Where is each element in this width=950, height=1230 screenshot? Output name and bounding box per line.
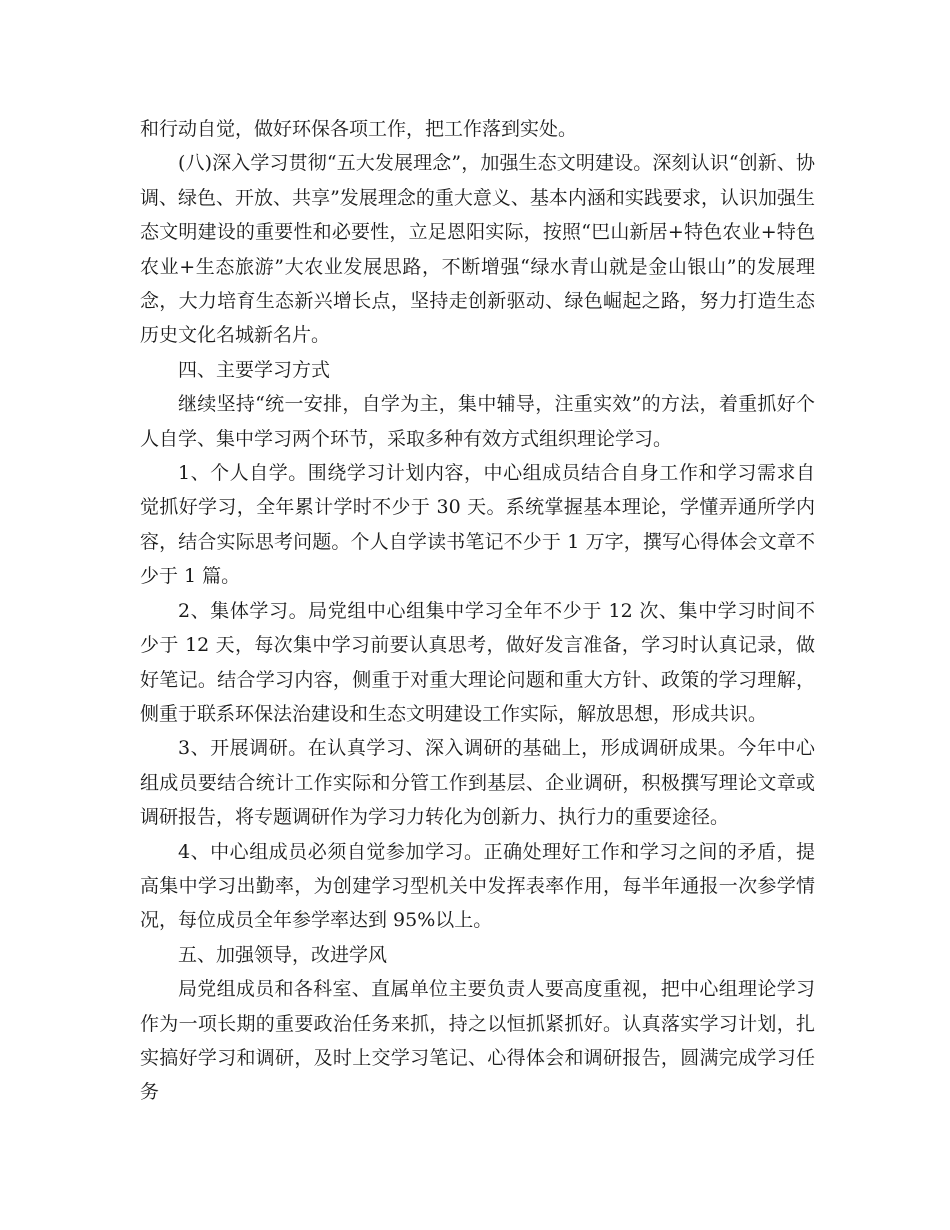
document-body bbox=[140, 112, 815, 1110]
paragraph-section-eight: (八)深入学习贯彻“五大发展理念”，加强生态文明建设。深刻认识“创新、协调、绿色、开放、共享”发展理念的重大意义、基本内涵和实践要求，认识加强生态文明建设的重要性和必要性，立足恩阳实际，按照“巴山新居+特色农业+特色农业+生态旅游”大农业发展思路，不断增强“绿水青山就是金山银山”的发展理念，大力培育生态新兴增长点，坚持走创新驱动、绿色崛起之路，努力打造生态历史文化名城新名片。 bbox=[140, 152, 815, 347]
paragraph-continuation: 和行动自觉，做好环保各项工作，把工作落到实处。 bbox=[140, 118, 578, 140]
paragraph-study-method: 继续坚持“统一安排，自学为主，集中辅导，注重实效”的方法，着重抓好个人自学、集中学习两个环节，采取多种有效方式组织理论学习。 bbox=[140, 393, 815, 450]
paragraph-item-2: 2、集体学习。局党组中心组集中学习全年不少于 12 次、集中学习时间不少于 12 天，每次集中学习前要认真思考，做好发言准备，学习时认真记录，做好笔记。结合学习内容，侧重于对重大理论问题和重大方针、政策的学习理解，侧重于联系环保法治建设和生态文明建设工作实际，解放思想，形成共识。 bbox=[140, 599, 815, 725]
paragraph-leadership: 局党组成员和各科室、直属单位主要负责人要高度重视，把中心组理论学习作为一项长期的重要政治任务来抓，持之以恒抓紧抓好。认真落实学习计划，扎实搞好学习和调研，及时上交学习笔记、心得体会和调研报告，圆满完成学习任务 bbox=[140, 978, 815, 1104]
heading-section-five: 五、加强领导，改进学风 bbox=[178, 943, 388, 966]
heading-section-four: 四、主要学习方式 bbox=[178, 358, 331, 381]
paragraph-item-1: 1、个人自学。围绕学习计划内容，中心组成员结合自身工作和学习需求自觉抓好学习，全年累计学时不少于 30 天。系统掌握基本理论，学懂弄通所学内容，结合实际思考问题。个人自学读书笔记不少于 1 万字，撰写心得体会文章不少于 1 篇。 bbox=[140, 462, 815, 588]
paragraph-item-3: 3、开展调研。在认真学习、深入调研的基础上，形成调研成果。今年中心组成员要结合统计工作实际和分管工作到基层、企业调研，积极撰写理论文章或调研报告，将专题调研作为学习力转化为创新力、执行力的重要途径。 bbox=[140, 737, 815, 829]
paragraph-item-4: 4、中心组成员必须自觉参加学习。正确处理好工作和学习之间的矛盾，提高集中学习出勤率，为创建学习型机关中发挥表率作用，每半年通报一次参学情况，每位成员全年参学率达到 95%以上。 bbox=[140, 840, 815, 932]
